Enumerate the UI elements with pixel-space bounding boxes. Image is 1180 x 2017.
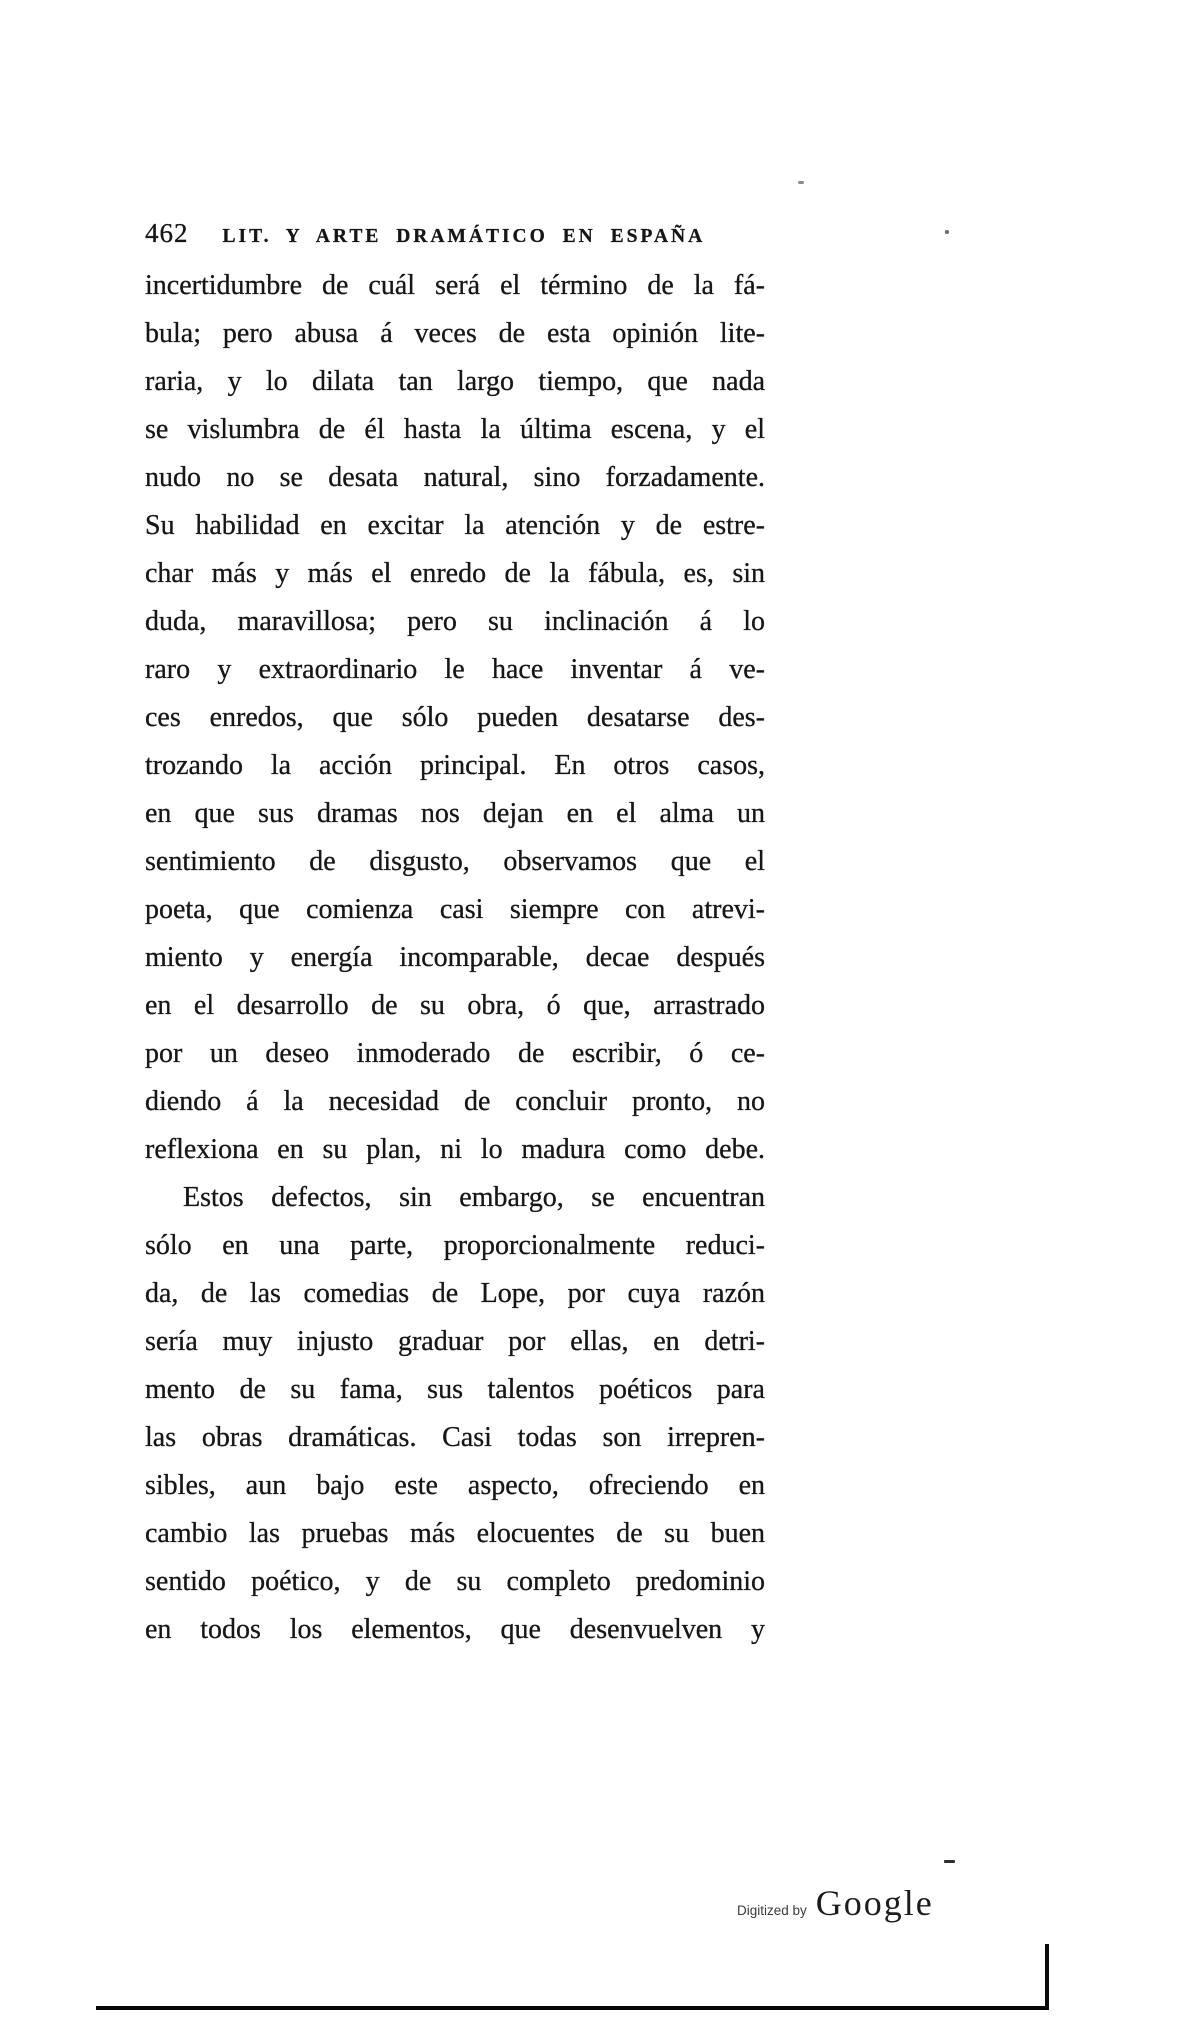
text-line: reflexiona en su plan, ni lo madura como debe. bbox=[145, 1134, 765, 1165]
text-line: las obras dramáticas. Casi todas son irrepren- bbox=[145, 1422, 765, 1453]
text-line: nudo no se desata natural, sino forzadamente. bbox=[145, 462, 765, 493]
text-line: mento de su fama, sus talentos poéticos para bbox=[145, 1374, 765, 1405]
google-logo: Google bbox=[815, 1883, 934, 1923]
scan-edge-bottom-line bbox=[96, 2006, 1048, 2010]
text-line: por un deseo inmoderado de escribir, ó ce- bbox=[145, 1038, 765, 1069]
text-line: raro y extraordinario le hace inventar á ve- bbox=[145, 654, 765, 685]
scan-speck bbox=[945, 230, 949, 234]
running-title: LIT. Y ARTE DRAMÁTICO EN ESPAÑA bbox=[222, 226, 706, 247]
text-line: en que sus dramas nos dejan en el alma un bbox=[145, 798, 765, 829]
text-line: raria, y lo dilata tan largo tiempo, que nada bbox=[145, 366, 765, 397]
scan-speck bbox=[944, 1860, 955, 1863]
text-line: diendo á la necesidad de concluir pronto, no bbox=[145, 1086, 765, 1117]
scan-edge-right-line bbox=[1045, 1944, 1049, 2010]
text-line: char más y más el enredo de la fábula, es, sin bbox=[145, 558, 765, 589]
text-line: se vislumbra de él hasta la última escena, y el bbox=[145, 414, 765, 445]
text-line: ces enredos, que sólo pueden desatarse des- bbox=[145, 702, 765, 733]
text-line: cambio las pruebas más elocuentes de su buen bbox=[145, 1518, 765, 1549]
text-line: incertidumbre de cuál será el término de la fá- bbox=[145, 270, 765, 301]
digitized-by-label: Digitized by bbox=[737, 1903, 807, 1918]
text-line: trozando la acción principal. En otros casos, bbox=[145, 750, 765, 781]
text-line: sentido poético, y de su completo predominio bbox=[145, 1566, 765, 1597]
text-line: sólo en una parte, proporcionalmente reduci- bbox=[145, 1230, 765, 1261]
text-line: sibles, aun bajo este aspecto, ofreciendo en bbox=[145, 1470, 765, 1501]
body-text bbox=[145, 262, 765, 1654]
page-header bbox=[145, 218, 767, 249]
page-number: 462 bbox=[145, 218, 189, 248]
text-line: Su habilidad en excitar la atención y de estre- bbox=[145, 510, 765, 541]
text-line: poeta, que comienza casi siempre con atrevi- bbox=[145, 894, 765, 925]
text-line: duda, maravillosa; pero su inclinación á lo bbox=[145, 606, 765, 637]
text-line: en el desarrollo de su obra, ó que, arrastrado bbox=[145, 990, 765, 1021]
digitization-credit bbox=[737, 1882, 934, 1924]
text-line: sentimiento de disgusto, observamos que el bbox=[145, 846, 765, 877]
text-line: da, de las comedias de Lope, por cuya razón bbox=[145, 1278, 765, 1309]
text-line: bula; pero abusa á veces de esta opinión lite- bbox=[145, 318, 765, 349]
text-line: sería muy injusto graduar por ellas, en detri- bbox=[145, 1326, 765, 1357]
text-line: en todos los elementos, que desenvuelven y bbox=[145, 1614, 765, 1645]
scan-speck bbox=[798, 181, 804, 184]
text-line: miento y energía incomparable, decae después bbox=[145, 942, 765, 973]
text-line: Estos defectos, sin embargo, se encuentran bbox=[183, 1182, 765, 1213]
